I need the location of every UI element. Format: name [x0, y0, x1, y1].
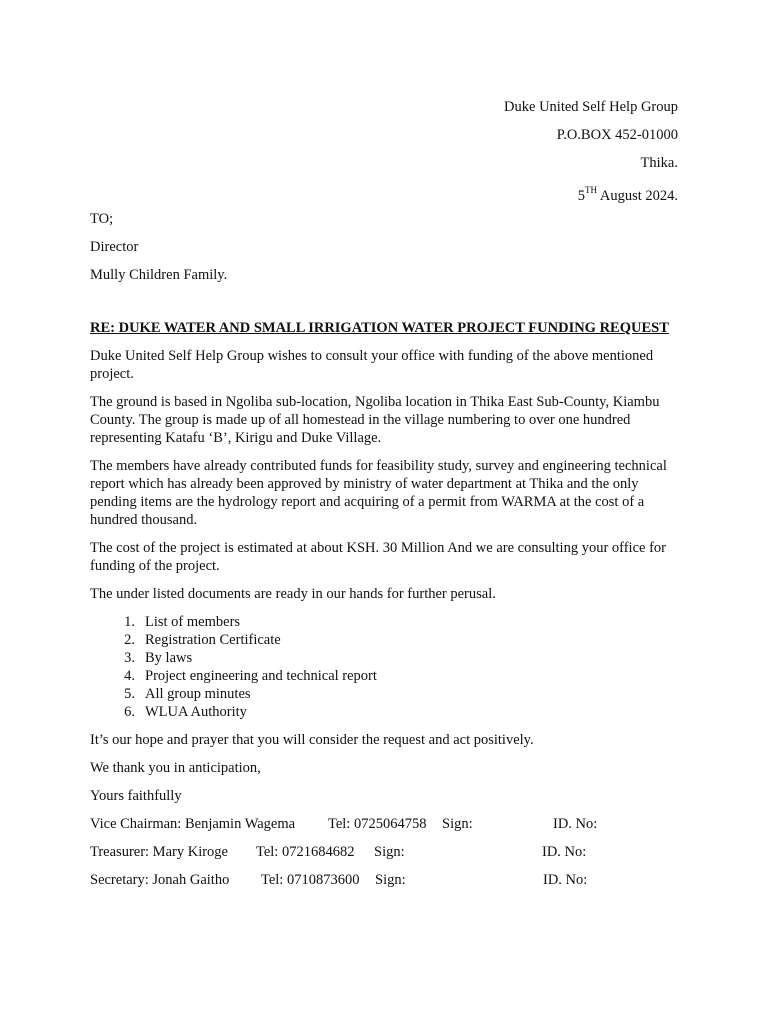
recipient-title: Director: [90, 239, 139, 255]
list-text: All group minutes: [145, 686, 251, 702]
signatory-row: [90, 815, 680, 843]
recipient-block: [90, 205, 227, 289]
signatory-sign: Sign:: [442, 816, 473, 832]
sender-name: Duke United Self Help Group: [504, 99, 678, 115]
signatory-sign: Sign:: [375, 872, 406, 888]
recipient-organization: Mully Children Family.: [90, 267, 228, 283]
list-text: Project engineering and technical report: [145, 668, 377, 684]
paragraph-cost: The cost of the project is estimated at about KSH. 30 Million And we are consulting your office for funding of the project.: [90, 540, 666, 574]
sender-address: P.O.BOX 452-01000: [556, 127, 678, 143]
paragraph-location: The ground is based in Ngoliba sub-location, Ngoliba location in Thika East Sub-County, Kiambu County. The group is made up of all homestead in the village numbering to over one hundred representing Katafu ‘B’, Kirigu and Duke Village.: [90, 394, 660, 446]
subject-line: RE: DUKE WATER AND SMALL IRRIGATION WATER PROJECT FUNDING REQUEST: [90, 320, 669, 336]
signatory-tel: Tel: 0725064758: [328, 816, 427, 832]
signatory-id: ID. No:: [553, 816, 598, 832]
list-item: [90, 631, 680, 649]
signatory-tel: Tel: 0721684682: [256, 844, 355, 860]
signatory-row: [90, 843, 680, 871]
signatory-tel: Tel: 0710873600: [261, 872, 360, 888]
list-item: [90, 649, 680, 667]
signatory-role: Treasurer: Mary Kiroge: [90, 844, 228, 860]
date-rest: August 2024.: [597, 187, 678, 204]
list-number: 5.: [124, 686, 135, 702]
paragraph-intro: Duke United Self Help Group wishes to consult your office with funding of the above mentioned project.: [90, 348, 654, 382]
date-suffix: TH: [585, 185, 598, 195]
letter-date: [504, 177, 678, 210]
recipient-to: TO;: [90, 211, 114, 227]
sender-town: Thika.: [640, 155, 678, 171]
list-text: Registration Certificate: [145, 632, 281, 648]
list-text: List of members: [145, 614, 241, 630]
list-item: [90, 685, 680, 703]
signatory-id: ID. No:: [542, 844, 587, 860]
list-item: [90, 613, 680, 631]
paragraph-progress: The members have already contributed funds for feasibility study, survey and engineering technical report which has already been approved by ministry of water department at Thika and the only pending items are the hydrology report and acquiring of a permit from WARMA at the cost of a hundred thousand.: [90, 458, 667, 528]
list-item: [90, 667, 680, 685]
list-number: 1.: [124, 614, 135, 630]
signatory-row: [90, 871, 680, 899]
list-number: 4.: [124, 668, 135, 684]
signatory-role: Vice Chairman: Benjamin Wagema: [90, 816, 296, 832]
signatory-role: Secretary: Jonah Gaitho: [90, 872, 230, 888]
list-number: 6.: [124, 704, 135, 720]
closing-thanks: We thank you in anticipation,: [90, 760, 261, 776]
sender-block: [504, 93, 678, 210]
list-text: WLUA Authority: [145, 704, 247, 720]
date-day: 5: [577, 187, 586, 204]
signatory-sign: Sign:: [374, 844, 405, 860]
signatory-id: ID. No:: [543, 872, 588, 888]
closing-hope: It’s our hope and prayer that you will consider the request and act positively.: [90, 732, 534, 748]
closing-signoff: Yours faithfully: [90, 788, 182, 804]
list-number: 3.: [124, 650, 135, 666]
list-number: 2.: [124, 632, 135, 648]
letter-body: [90, 319, 680, 899]
list-item: [90, 703, 680, 721]
paragraph-documents-intro: The under listed documents are ready in our hands for further perusal.: [90, 586, 496, 602]
list-text: By laws: [145, 650, 193, 666]
documents-list: [90, 613, 680, 721]
